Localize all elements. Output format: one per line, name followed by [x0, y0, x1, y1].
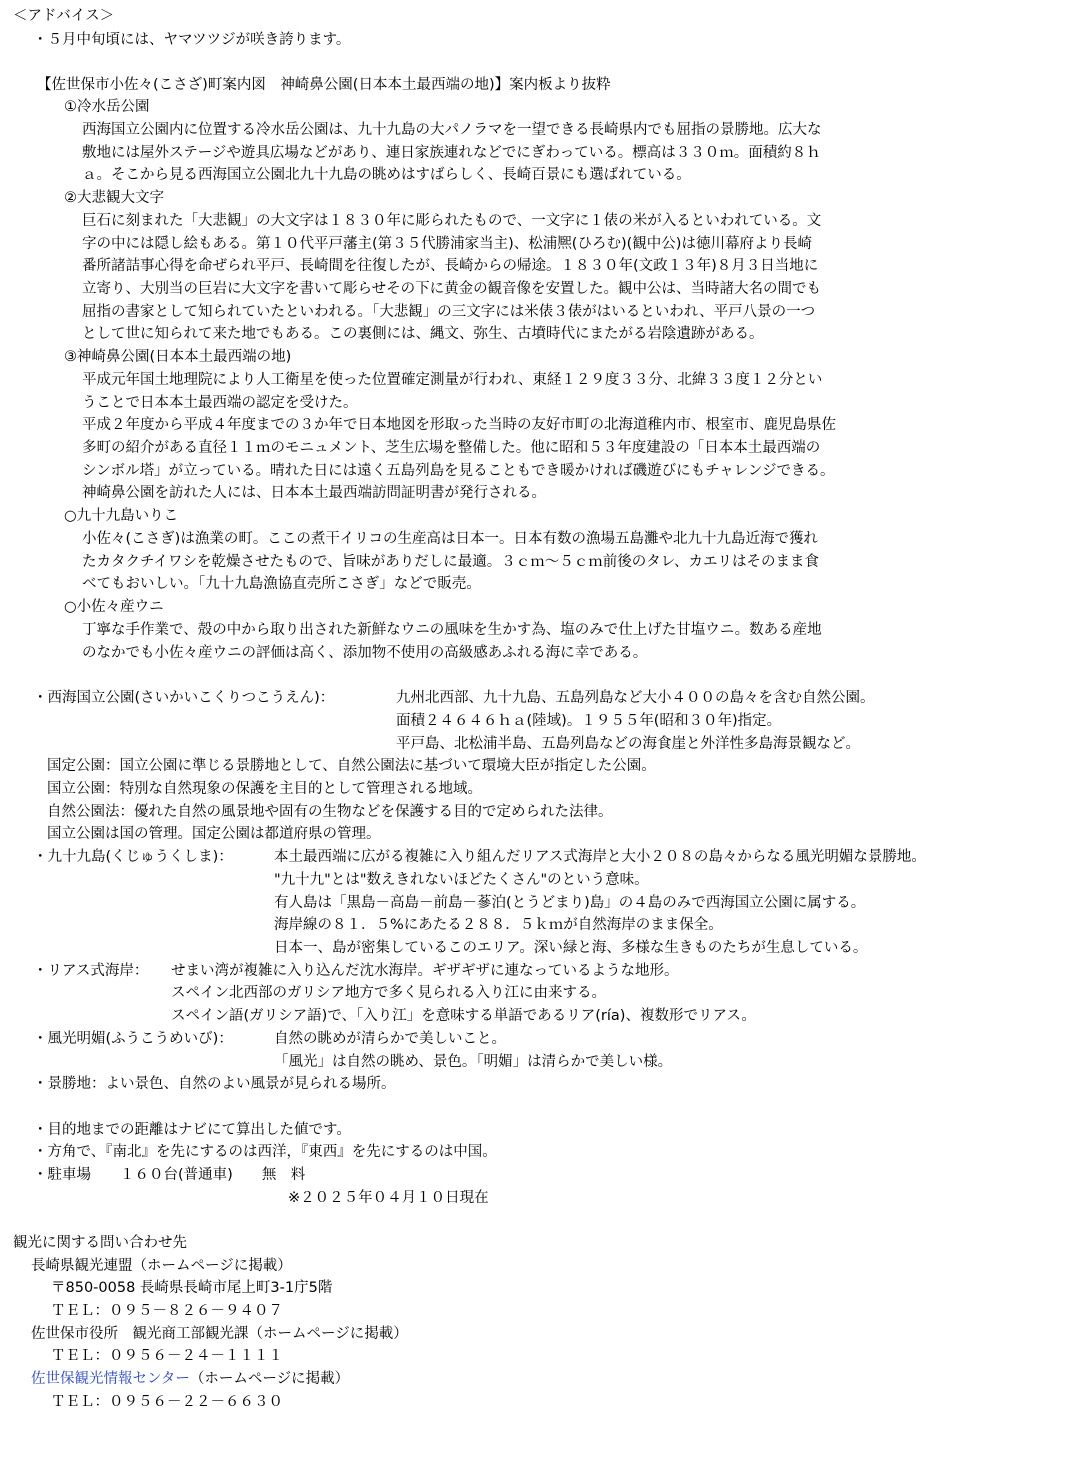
section-title-reisuidake: ①冷水岳公園 [64, 99, 150, 115]
advice-bullet-azalea: ・５月中旬頃には、ヤマツツジが咲き誇ります。 [33, 32, 351, 48]
section-text-line: 立寄り、大別当の巨岩に大文字を書いて彫らせその下に黄金の観音像を安置した。観中公は、当時諸大名の間でも [82, 281, 822, 297]
section-text-line: 敷地には屋外ステージや遊具広場などがあり、連日家族連れなどでにぎわっている。標高は３３０ｍ。面積約８ｈ [82, 145, 821, 161]
term-text-line: "九十九"とは"数えきれないほどたくさん"のという意味。 [274, 872, 649, 888]
section-text-line: べてもおいしい。「九十九島漁協直売所こさぎ」などで販売。 [82, 576, 481, 592]
contact-address: 〒850-0058 長崎県長崎市尾上町3-1庁5階 [51, 1280, 333, 1296]
term-shizen-law: 自然公園法：優れた自然の風景地や固有の生物などを保護する目的で定められた法律。 [47, 804, 613, 820]
term-text-line: せまい湾が複雑に入り込んだ沈水海岸。ギザギザに連なっているような地形。 [171, 963, 679, 979]
term-keishochi: ・景勝地：よい景色、自然のよい風景が見られる場所。 [33, 1076, 396, 1092]
contact-tel: ＴＥＬ：０９５６－２２－６６３０ [51, 1394, 283, 1410]
contact-tel: ＴＥＬ：０９５－８２６－９４０７ [51, 1303, 283, 1319]
term-text-line: 自然の眺めが清らかで美しいこと。 [274, 1031, 506, 1047]
term-label-kujukushima: ・九十九島(くじゅうくしま)： [33, 849, 233, 865]
term-text-line: 平戸島、北松浦半島、五島列島などの海食崖と外洋性多島海景観など。 [396, 736, 860, 752]
section-title-uni: ○小佐々産ウニ [64, 599, 164, 615]
advice-heading: ＜アドバイス＞ [13, 8, 115, 24]
term-kokuritsu: 国立公園：特別な自然現象の保護を主目的として管理される地域。 [47, 781, 482, 797]
section-text-line: ａ。そこから見る西海国立公園北九十九島の眺めはすばらしく、長崎百景にも選ばれている。 [82, 167, 691, 183]
section-text-line: うことで日本本土最西端の認定を受けた。 [82, 395, 358, 411]
note-distance: ・目的地までの距離はナビにて算出した値です。 [33, 1122, 351, 1138]
term-text-line: 九州北西部、九十九島、五島列島など大小４００の島々を含む自然公園。 [396, 690, 875, 706]
term-kokutei: 国定公園：国立公園に準じる景勝地として、自然公園法に基づいて環境大臣が指定した公園。 [47, 758, 656, 774]
section-text-line: 神崎鼻公園を訪れた人には、日本本土最西端訪問証明書が発行される。 [82, 485, 546, 501]
term-management: 国立公園は国の管理。国定公園は都道府県の管理。 [47, 826, 381, 842]
section-title-daihikan: ②大悲観大文字 [64, 190, 164, 206]
term-label-rias: ・リアス式海岸： [33, 963, 149, 979]
section-text-line: 多町の紹介がある直径１１ｍのモニュメント、芝生広場を整備した。他に昭和５３年度建設の「日本本土最西端の [82, 440, 821, 456]
contact-org-sasebo-center [31, 1370, 349, 1388]
section-text-line: として世に知られて来た地でもある。この裏側には、縄文、弥生、古墳時代にまたがる岩陰遺跡がある。 [82, 326, 764, 342]
term-text-line: 面積２４６４６ｈａ(陸域)。１９５５年(昭和３０年)指定。 [396, 713, 782, 729]
section-text-line: 平成２年度から平成４年度までの３か年で日本地図を形取った当時の友好市町の北海道稚内市、根室市、鹿児島県佐 [82, 417, 836, 433]
term-text-line: スペイン北西部のガリシア地方で多く見られる入り江に由来する。 [171, 985, 606, 1001]
section-text-line: 番所諸詰事心得を命ぜられ平戸、長崎間を往復したが、長崎からの帰途。１８３０年(文政１３年)８月３日当地に [82, 258, 819, 274]
note-direction: ・方角で、『南北』を先にするのは西洋，『東西』を先にするのは中国。 [33, 1144, 497, 1160]
contact-org-suffix: （ホームページに掲載） [189, 1371, 350, 1387]
contact-org-nagasaki: 長崎県観光連盟（ホームページに掲載） [31, 1258, 292, 1274]
term-text-line: 海岸線の８１．５%にあたる２８８．５ｋｍが自然海岸のまま保全。 [274, 917, 723, 933]
sasebo-tourism-center-link[interactable]: 佐世保観光情報センター [31, 1371, 190, 1387]
section-text-line: 平成元年国土地理院により人工衛星を使った位置確定測量が行われ、東経１２９度３３分、北緯３３度１２分とい [82, 372, 823, 388]
term-label-fuko: ・風光明媚(ふうこうめいび)： [33, 1031, 233, 1047]
section-text-line: 字の中には隠し絵もある。第１０代平戸藩主(第３５代勝浦家当主)、松浦熈(ひろむ)(観中公)は徳川幕府より長崎 [82, 236, 812, 252]
section-text-line: 巨石に刻まれた「大悲観」の大文字は１８３０年に彫られたもので、一文字に１俵の米が入るといわれている。文 [82, 213, 822, 229]
term-label-saikai: ・西海国立公園(さいかいこくりつこうえん)： [33, 690, 335, 706]
section-text-line: 西海国立公園内に位置する冷水岳公園は、九十九島の大パノラマを一望できる長崎県内でも屈指の景勝地。広大な [82, 122, 822, 138]
term-text-line: スペイン語(ガリシア語)で、「入り江」を意味する単語であるリア(ría)、複数形でリアス。 [171, 1008, 756, 1024]
section-title-kozakibana: ③神崎鼻公園(日本本土最西端の地) [64, 349, 292, 365]
note-as-of-date: ※２０２５年０４月１０日現在 [288, 1190, 489, 1206]
section-text-line: シンボル塔」が立っている。晴れた日には遠く五島列島を見ることもでき暖かければ磯遊びにもチャレンジできる。 [82, 463, 835, 479]
section-title-iriko: ○九十九島いりこ [64, 508, 179, 524]
section-text-line: たカタクチイワシを乾燥させたもので、旨味がありだしに最適。３ｃｍ～５ｃｍ前後のタレ、カエリはそのまま食 [82, 554, 820, 570]
section-text-line: 屈指の書家として知られていたといわれる。「大悲観」の三文字には米俵３俵がはいるといわれ、平戸八景の一つ [82, 304, 816, 320]
contact-heading: 観光に関する問い合わせ先 [13, 1235, 187, 1251]
contact-org-sasebo-city: 佐世保市役所 観光商工部観光課（ホームページに掲載） [31, 1326, 408, 1342]
term-text-line: 日本一、島が密集しているこのエリア。深い緑と海、多様な生きものたちが生息している。 [274, 940, 868, 956]
section-text-line: 小佐々(こさぎ)は漁業の町。ここの煮干イリコの生産高は日本一。日本有数の漁場五島灘や北九十九島近海で獲れ [82, 531, 819, 547]
term-text-line: 「風光」は自然の眺め、景色。「明媚」は清らかで美しい様。 [274, 1054, 673, 1070]
section-text-line: 丁寧な手作業で、殻の中から取り出された新鮮なウニの風味を生かす為、塩のみで仕上げた甘塩ウニ。数ある産地 [82, 622, 822, 638]
term-text-line: 有人島は「黒島－高島－前島－蔘泊(とうどまり)島」の４島のみで西海国立公園に属する。 [274, 895, 866, 911]
note-parking: ・駐車場 １６０台(普通車) 無 料 [33, 1167, 306, 1183]
contact-tel: ＴＥＬ：０９５６－２４－１１１１ [51, 1348, 283, 1364]
term-text-line: 本土最西端に広がる複雑に入り組んだリアス式海岸と大小２０８の島々からなる風光明媚な景勝地。 [274, 849, 926, 865]
section-text-line: のなかでも小佐々産ウニの評価は高く、添加物不使用の高級感あふれる海に幸である。 [82, 645, 648, 661]
guide-title: 【佐世保市小佐々(こさざ)町案内図 神崎鼻公園(日本本土最西端の地)】案内板より抜粋 [37, 77, 611, 93]
